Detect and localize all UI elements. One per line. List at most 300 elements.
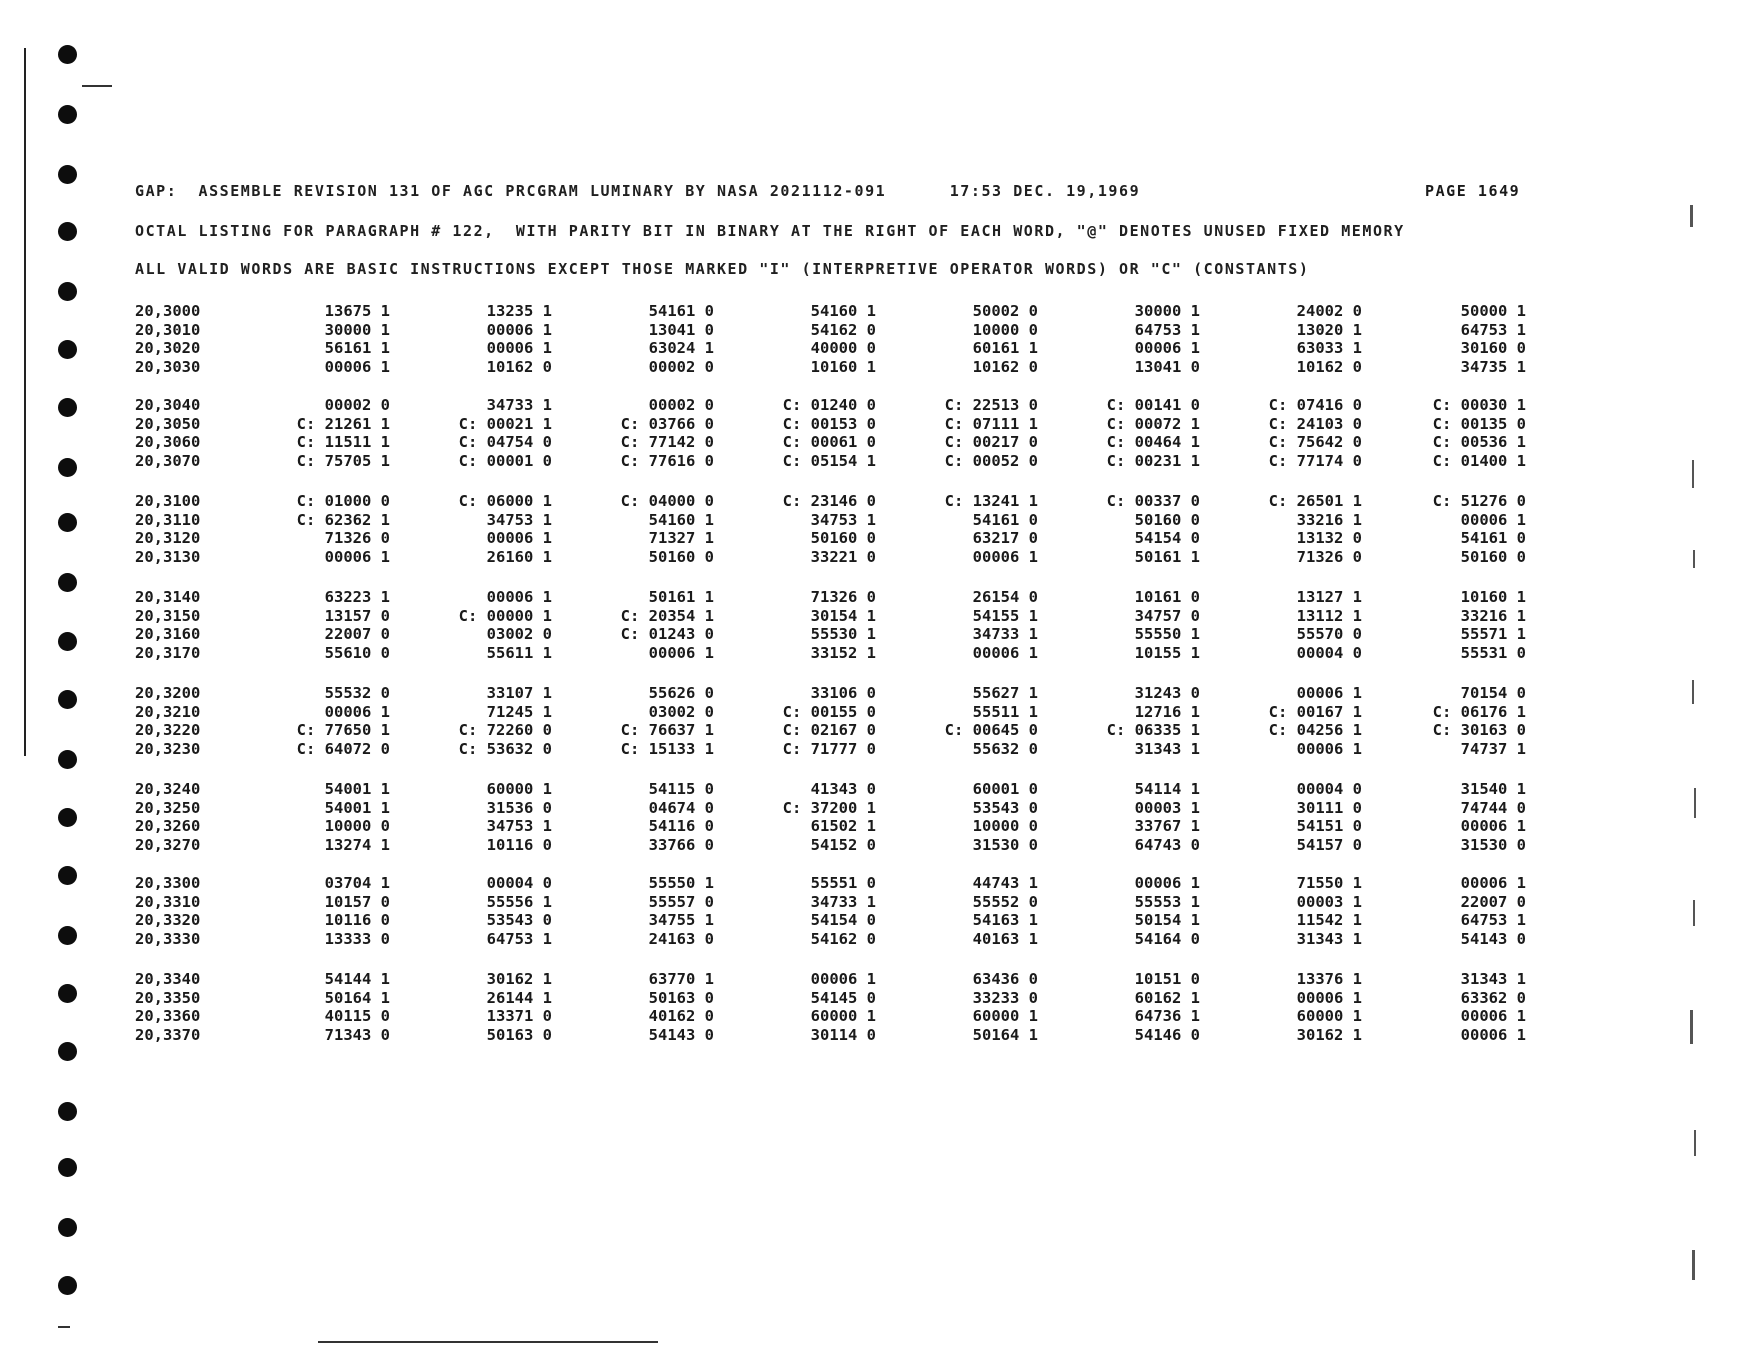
octal-word: 54162 0	[810, 929, 876, 948]
octal-word: 55626 0	[648, 684, 714, 702]
octal-word: 71327 1	[648, 529, 714, 547]
row-address: 20,3210	[135, 702, 201, 721]
octal-word: C: 22513 0	[944, 396, 1038, 414]
octal-word: C: 00141 0	[1106, 396, 1200, 414]
octal-word: 26144 1	[486, 988, 552, 1007]
octal-word: C: 01243 0	[620, 625, 714, 643]
octal-word: 13274 1	[324, 835, 390, 854]
feed-hole	[58, 926, 77, 945]
header-octal-line: OCTAL LISTING FOR PARAGRAPH # 122, WITH PARITY BIT IN BINARY AT THE RIGHT OF EACH WORD, "@" DENOTES UNUSED FIXED MEMORY	[135, 222, 1405, 240]
scan-mark	[1693, 900, 1695, 926]
row-address: 20,3300	[135, 874, 201, 892]
octal-word: 54164 0	[1134, 929, 1200, 948]
octal-word: C: 07416 0	[1268, 396, 1362, 414]
octal-word: C: 04754 0	[458, 433, 552, 451]
octal-word: 54152 0	[810, 835, 876, 854]
octal-word: C: 00001 0	[458, 451, 552, 470]
octal-word: C: 00030 1	[1432, 396, 1526, 414]
octal-word: 64736 1	[1134, 1007, 1200, 1025]
octal-word: 03002 0	[648, 702, 714, 721]
octal-word: 64753 1	[1134, 320, 1200, 339]
octal-word: 00004 0	[1296, 780, 1362, 798]
row-address: 20,3060	[135, 433, 201, 451]
octal-word: 60000 1	[972, 1007, 1038, 1025]
octal-word: 03704 1	[324, 874, 390, 892]
octal-word: C: 23146 0	[782, 492, 876, 510]
octal-word: C: 00000 1	[458, 606, 552, 625]
bottom-rule	[318, 1341, 658, 1343]
octal-word: 30154 1	[810, 606, 876, 625]
octal-word: C: 00217 0	[944, 433, 1038, 451]
octal-word: 31343 1	[1134, 739, 1200, 758]
octal-word: C: 64072 0	[296, 739, 390, 758]
octal-word: 00006 1	[648, 643, 714, 662]
row-address: 20,3230	[135, 739, 201, 758]
octal-word: 63033 1	[1296, 339, 1362, 357]
octal-word: 00006 1	[324, 702, 390, 721]
octal-word: C: 11511 1	[296, 433, 390, 451]
octal-word: 50002 0	[972, 302, 1038, 320]
octal-word: 54001 1	[324, 780, 390, 798]
octal-word: 55571 1	[1460, 625, 1526, 643]
octal-word: 31530 0	[1460, 835, 1526, 854]
octal-word: 71326 0	[810, 588, 876, 606]
row-address: 20,3330	[135, 929, 201, 948]
feed-hole	[58, 1218, 77, 1237]
octal-word: 54146 0	[1134, 1025, 1200, 1044]
octal-word: 63770 1	[648, 970, 714, 988]
scan-mark	[1694, 788, 1696, 818]
octal-word: 22007 0	[324, 625, 390, 643]
feed-hole	[58, 573, 77, 592]
octal-word: 54160 1	[648, 510, 714, 529]
feed-hole	[58, 398, 77, 417]
octal-word: C: 21261 1	[296, 414, 390, 433]
octal-word: 04674 0	[648, 798, 714, 817]
octal-word: 13127 1	[1296, 588, 1362, 606]
octal-word: 00006 1	[1460, 510, 1526, 529]
octal-word: 40163 1	[972, 929, 1038, 948]
octal-word: 00006 1	[972, 643, 1038, 662]
octal-word: C: 00153 0	[782, 414, 876, 433]
octal-word: 55557 0	[648, 892, 714, 911]
feed-hole	[58, 458, 77, 477]
row-address: 20,3370	[135, 1025, 201, 1044]
scan-mark	[1690, 205, 1693, 227]
octal-word: C: 00464 1	[1106, 433, 1200, 451]
page-number: PAGE 1649	[1425, 182, 1521, 200]
row-address: 20,3130	[135, 547, 201, 566]
scan-mark	[1692, 460, 1694, 488]
row-address: 20,3240	[135, 780, 201, 798]
octal-word: 40115 0	[324, 1007, 390, 1025]
octal-word: C: 00135 0	[1432, 414, 1526, 433]
octal-word: 10157 0	[324, 892, 390, 911]
octal-word: 55511 1	[972, 702, 1038, 721]
octal-word: 55550 1	[648, 874, 714, 892]
octal-word: 55556 1	[486, 892, 552, 911]
octal-word: 34753 1	[486, 817, 552, 835]
octal-word: 10151 0	[1134, 970, 1200, 988]
octal-word: C: 00061 0	[782, 433, 876, 451]
octal-word: 63217 0	[972, 529, 1038, 547]
octal-word: C: 62362 1	[296, 510, 390, 529]
octal-word: C: 00536 1	[1432, 433, 1526, 451]
octal-word: C: 04256 1	[1268, 721, 1362, 739]
octal-word: 54154 0	[1134, 529, 1200, 547]
octal-word: 54115 0	[648, 780, 714, 798]
row-address: 20,3350	[135, 988, 201, 1007]
octal-word: C: 00167 1	[1268, 702, 1362, 721]
octal-word: 60162 1	[1134, 988, 1200, 1007]
row-address: 20,3100	[135, 492, 201, 510]
row-address: 20,3220	[135, 721, 201, 739]
octal-word: 00004 0	[486, 874, 552, 892]
octal-word: 71343 0	[324, 1025, 390, 1044]
feed-hole	[58, 808, 77, 827]
octal-word: 71550 1	[1296, 874, 1362, 892]
octal-word: C: 75705 1	[296, 451, 390, 470]
octal-word: 64753 1	[486, 929, 552, 948]
octal-word: 55627 1	[972, 684, 1038, 702]
octal-word: C: 30163 0	[1432, 721, 1526, 739]
octal-word: 33106 0	[810, 684, 876, 702]
octal-word: 10162 0	[1296, 357, 1362, 376]
octal-word: 26160 1	[486, 547, 552, 566]
octal-word: 50163 0	[648, 988, 714, 1007]
octal-word: 00003 1	[1134, 798, 1200, 817]
octal-word: 10162 0	[486, 357, 552, 376]
octal-word: 54143 0	[648, 1025, 714, 1044]
octal-word: 71326 0	[324, 529, 390, 547]
octal-word: 61502 1	[810, 817, 876, 835]
octal-word: C: 00645 0	[944, 721, 1038, 739]
octal-word: 13041 0	[648, 320, 714, 339]
octal-word: 00006 1	[1296, 988, 1362, 1007]
octal-word: 13020 1	[1296, 320, 1362, 339]
octal-word: 13675 1	[324, 302, 390, 320]
octal-word: 00003 1	[1296, 892, 1362, 911]
octal-word: 34733 1	[810, 892, 876, 911]
octal-word: 13371 0	[486, 1007, 552, 1025]
octal-word: 00006 1	[1460, 1007, 1526, 1025]
octal-word: 26154 0	[972, 588, 1038, 606]
octal-word: 34753 1	[810, 510, 876, 529]
row-address: 20,3020	[135, 339, 201, 357]
octal-word: 10116 0	[486, 835, 552, 854]
octal-word: 53543 0	[972, 798, 1038, 817]
octal-word: 30162 1	[486, 970, 552, 988]
left-margin-rule	[24, 48, 26, 756]
feed-hole	[58, 282, 77, 301]
octal-word: 55570 0	[1296, 625, 1362, 643]
octal-word: 54116 0	[648, 817, 714, 835]
octal-word: 34735 1	[1460, 357, 1526, 376]
feed-hole	[58, 45, 77, 64]
octal-word: 54151 0	[1296, 817, 1362, 835]
octal-word: 54161 0	[1460, 529, 1526, 547]
octal-word: 56161 1	[324, 339, 390, 357]
octal-word: 60000 1	[1296, 1007, 1362, 1025]
octal-word: 31243 0	[1134, 684, 1200, 702]
octal-word: 00006 1	[1134, 339, 1200, 357]
octal-word: 55530 1	[810, 625, 876, 643]
octal-word: C: 01000 0	[296, 492, 390, 510]
octal-word: 54144 1	[324, 970, 390, 988]
octal-word: 54155 1	[972, 606, 1038, 625]
feed-hole	[58, 165, 77, 184]
row-address: 20,3070	[135, 451, 201, 470]
row-address: 20,3050	[135, 414, 201, 433]
octal-word: C: 71777 0	[782, 739, 876, 758]
octal-word: 50160 0	[810, 529, 876, 547]
octal-word: 64743 0	[1134, 835, 1200, 854]
octal-word: 13157 0	[324, 606, 390, 625]
octal-word: 12716 1	[1134, 702, 1200, 721]
octal-word: 34733 1	[486, 396, 552, 414]
row-address: 20,3170	[135, 643, 201, 662]
header-title-line: GAP: ASSEMBLE REVISION 131 OF AGC PRCGRAM LUMINARY BY NASA 2021112-091 17:53 DEC. 19,1969	[135, 182, 1141, 200]
row-address: 20,3030	[135, 357, 201, 376]
octal-word: C: 15133 1	[620, 739, 714, 758]
octal-word: 30000 1	[324, 320, 390, 339]
octal-word: 60001 0	[972, 780, 1038, 798]
octal-word: 74737 1	[1460, 739, 1526, 758]
octal-word: 50000 1	[1460, 302, 1526, 320]
octal-word: C: 05154 1	[782, 451, 876, 470]
row-address: 20,3260	[135, 817, 201, 835]
octal-word: 55552 0	[972, 892, 1038, 911]
octal-word: 10162 0	[972, 357, 1038, 376]
octal-word: C: 77142 0	[620, 433, 714, 451]
row-address: 20,3250	[135, 798, 201, 817]
octal-word: 24163 0	[648, 929, 714, 948]
octal-word: 60000 1	[486, 780, 552, 798]
octal-word: 10160 1	[1460, 588, 1526, 606]
octal-word: C: 06335 1	[1106, 721, 1200, 739]
octal-word: 13376 1	[1296, 970, 1362, 988]
octal-word: 00002 0	[324, 396, 390, 414]
octal-word: 54154 0	[810, 911, 876, 929]
octal-word: 63024 1	[648, 339, 714, 357]
bottom-dash	[58, 1326, 70, 1328]
octal-word: C: 07111 1	[944, 414, 1038, 433]
octal-word: C: 26501 1	[1268, 492, 1362, 510]
octal-word: 31343 1	[1460, 970, 1526, 988]
octal-word: 00006 1	[486, 320, 552, 339]
octal-word: C: 76637 1	[620, 721, 714, 739]
octal-word: 71245 1	[486, 702, 552, 721]
row-address: 20,3120	[135, 529, 201, 547]
octal-word: 60000 1	[810, 1007, 876, 1025]
octal-word: 71326 0	[1296, 547, 1362, 566]
octal-word: 00006 1	[1134, 874, 1200, 892]
octal-word: 63223 1	[324, 588, 390, 606]
octal-word: 40162 0	[648, 1007, 714, 1025]
octal-word: 13041 0	[1134, 357, 1200, 376]
octal-word: 00006 1	[1296, 739, 1362, 758]
feed-hole	[58, 1042, 77, 1061]
octal-word: 00006 1	[1460, 817, 1526, 835]
octal-word: C: 01240 0	[782, 396, 876, 414]
octal-word: 63436 0	[972, 970, 1038, 988]
octal-word: 33766 0	[648, 835, 714, 854]
feed-hole	[58, 866, 77, 885]
row-address: 20,3110	[135, 510, 201, 529]
octal-word: C: 53632 0	[458, 739, 552, 758]
octal-word: 50164 1	[324, 988, 390, 1007]
octal-word: 40000 0	[810, 339, 876, 357]
row-address: 20,3140	[135, 588, 201, 606]
row-address: 20,3200	[135, 684, 201, 702]
feed-hole	[58, 513, 77, 532]
octal-word: 00004 0	[1296, 643, 1362, 662]
octal-word: 31536 0	[486, 798, 552, 817]
octal-word: C: 00155 0	[782, 702, 876, 721]
octal-word: 50163 0	[486, 1025, 552, 1044]
octal-word: 55532 0	[324, 684, 390, 702]
octal-word: 54160 1	[810, 302, 876, 320]
octal-word: 03002 0	[486, 625, 552, 643]
octal-word: 10161 0	[1134, 588, 1200, 606]
octal-word: 00006 1	[1296, 684, 1362, 702]
octal-word: 10000 0	[972, 817, 1038, 835]
octal-word: 00006 1	[972, 547, 1038, 566]
octal-word: 31343 1	[1296, 929, 1362, 948]
octal-word: 13333 0	[324, 929, 390, 948]
feed-hole	[58, 105, 77, 124]
octal-word: 64753 1	[1460, 911, 1526, 929]
row-address: 20,3360	[135, 1007, 201, 1025]
feed-hole	[58, 690, 77, 709]
feed-hole	[58, 1276, 77, 1295]
octal-word: 00002 0	[648, 357, 714, 376]
octal-word: 64753 1	[1460, 320, 1526, 339]
feed-hole	[58, 1158, 77, 1177]
octal-word: 50161 1	[1134, 547, 1200, 566]
octal-word: 30000 1	[1134, 302, 1200, 320]
row-address: 20,3010	[135, 320, 201, 339]
octal-word: C: 00337 0	[1106, 492, 1200, 510]
octal-word: 55553 1	[1134, 892, 1200, 911]
octal-word: 24002 0	[1296, 302, 1362, 320]
octal-word: 00006 1	[324, 547, 390, 566]
row-address: 20,3000	[135, 302, 201, 320]
octal-word: 34755 1	[648, 911, 714, 929]
octal-word: C: 77650 1	[296, 721, 390, 739]
octal-word: 33216 1	[1296, 510, 1362, 529]
octal-word: C: 77616 0	[620, 451, 714, 470]
octal-word: C: 01400 1	[1432, 451, 1526, 470]
octal-word: 41343 0	[810, 780, 876, 798]
octal-word: 44743 1	[972, 874, 1038, 892]
row-address: 20,3040	[135, 396, 201, 414]
octal-word: 00006 1	[486, 588, 552, 606]
octal-word: 34753 1	[486, 510, 552, 529]
octal-word: 30114 0	[810, 1025, 876, 1044]
octal-word: C: 00231 1	[1106, 451, 1200, 470]
header-valid-words-line: ALL VALID WORDS ARE BASIC INSTRUCTIONS EXCEPT THOSE MARKED "I" (INTERPRETIVE OPERATOR WORDS) OR "C" (CONSTANTS)	[135, 260, 1310, 278]
octal-word: 60161 1	[972, 339, 1038, 357]
scan-mark	[1690, 1010, 1693, 1044]
octal-word: 00006 1	[486, 529, 552, 547]
octal-word: 00006 1	[324, 357, 390, 376]
octal-word: 70154 0	[1460, 684, 1526, 702]
octal-word: 00006 1	[1460, 874, 1526, 892]
octal-word: 10160 1	[810, 357, 876, 376]
octal-word: 33107 1	[486, 684, 552, 702]
octal-word: C: 00021 1	[458, 414, 552, 433]
octal-word: 13235 1	[486, 302, 552, 320]
octal-word: 55611 1	[486, 643, 552, 662]
octal-word: 54161 0	[972, 510, 1038, 529]
octal-word: 54143 0	[1460, 929, 1526, 948]
row-address: 20,3270	[135, 835, 201, 854]
octal-word: 00006 1	[1460, 1025, 1526, 1044]
top-tick-rule	[82, 85, 112, 87]
octal-word: 54145 0	[810, 988, 876, 1007]
row-address: 20,3340	[135, 970, 201, 988]
octal-word: C: 75642 0	[1268, 433, 1362, 451]
octal-word: 50154 1	[1134, 911, 1200, 929]
octal-word: 54162 0	[810, 320, 876, 339]
octal-word: 50160 0	[648, 547, 714, 566]
scan-mark	[1692, 680, 1694, 704]
octal-word: 11542 1	[1296, 911, 1362, 929]
octal-word: 55551 0	[810, 874, 876, 892]
octal-word: 31530 0	[972, 835, 1038, 854]
row-address: 20,3320	[135, 911, 201, 929]
octal-word: 22007 0	[1460, 892, 1526, 911]
feed-hole	[58, 984, 77, 1003]
octal-word: 54001 1	[324, 798, 390, 817]
octal-word: 54157 0	[1296, 835, 1362, 854]
octal-word: 33216 1	[1460, 606, 1526, 625]
octal-word: C: 51276 0	[1432, 492, 1526, 510]
octal-word: C: 02167 0	[782, 721, 876, 739]
octal-word: C: 72260 0	[458, 721, 552, 739]
octal-word: C: 06000 1	[458, 492, 552, 510]
octal-word: 13132 0	[1296, 529, 1362, 547]
feed-hole	[58, 1102, 77, 1121]
octal-word: 74744 0	[1460, 798, 1526, 817]
octal-word: 55531 0	[1460, 643, 1526, 662]
octal-word: C: 00052 0	[944, 451, 1038, 470]
octal-word: C: 24103 0	[1268, 414, 1362, 433]
octal-word: 54163 1	[972, 911, 1038, 929]
octal-word: C: 06176 1	[1432, 702, 1526, 721]
octal-word: 50160 0	[1460, 547, 1526, 566]
octal-word: C: 04000 0	[620, 492, 714, 510]
feed-hole	[58, 750, 77, 769]
octal-word: C: 03766 0	[620, 414, 714, 433]
octal-word: C: 00072 1	[1106, 414, 1200, 433]
row-address: 20,3310	[135, 892, 201, 911]
feed-hole	[58, 340, 77, 359]
octal-word: 33767 1	[1134, 817, 1200, 835]
octal-word: 63362 0	[1460, 988, 1526, 1007]
octal-word: 53543 0	[486, 911, 552, 929]
scan-mark	[1692, 1250, 1695, 1280]
octal-word: 10000 0	[972, 320, 1038, 339]
octal-word: C: 77174 0	[1268, 451, 1362, 470]
octal-word: 10000 0	[324, 817, 390, 835]
octal-word: 00002 0	[648, 396, 714, 414]
octal-word: C: 20354 1	[620, 606, 714, 625]
octal-word: 00006 1	[810, 970, 876, 988]
octal-word: 30160 0	[1460, 339, 1526, 357]
octal-word: 31540 1	[1460, 780, 1526, 798]
